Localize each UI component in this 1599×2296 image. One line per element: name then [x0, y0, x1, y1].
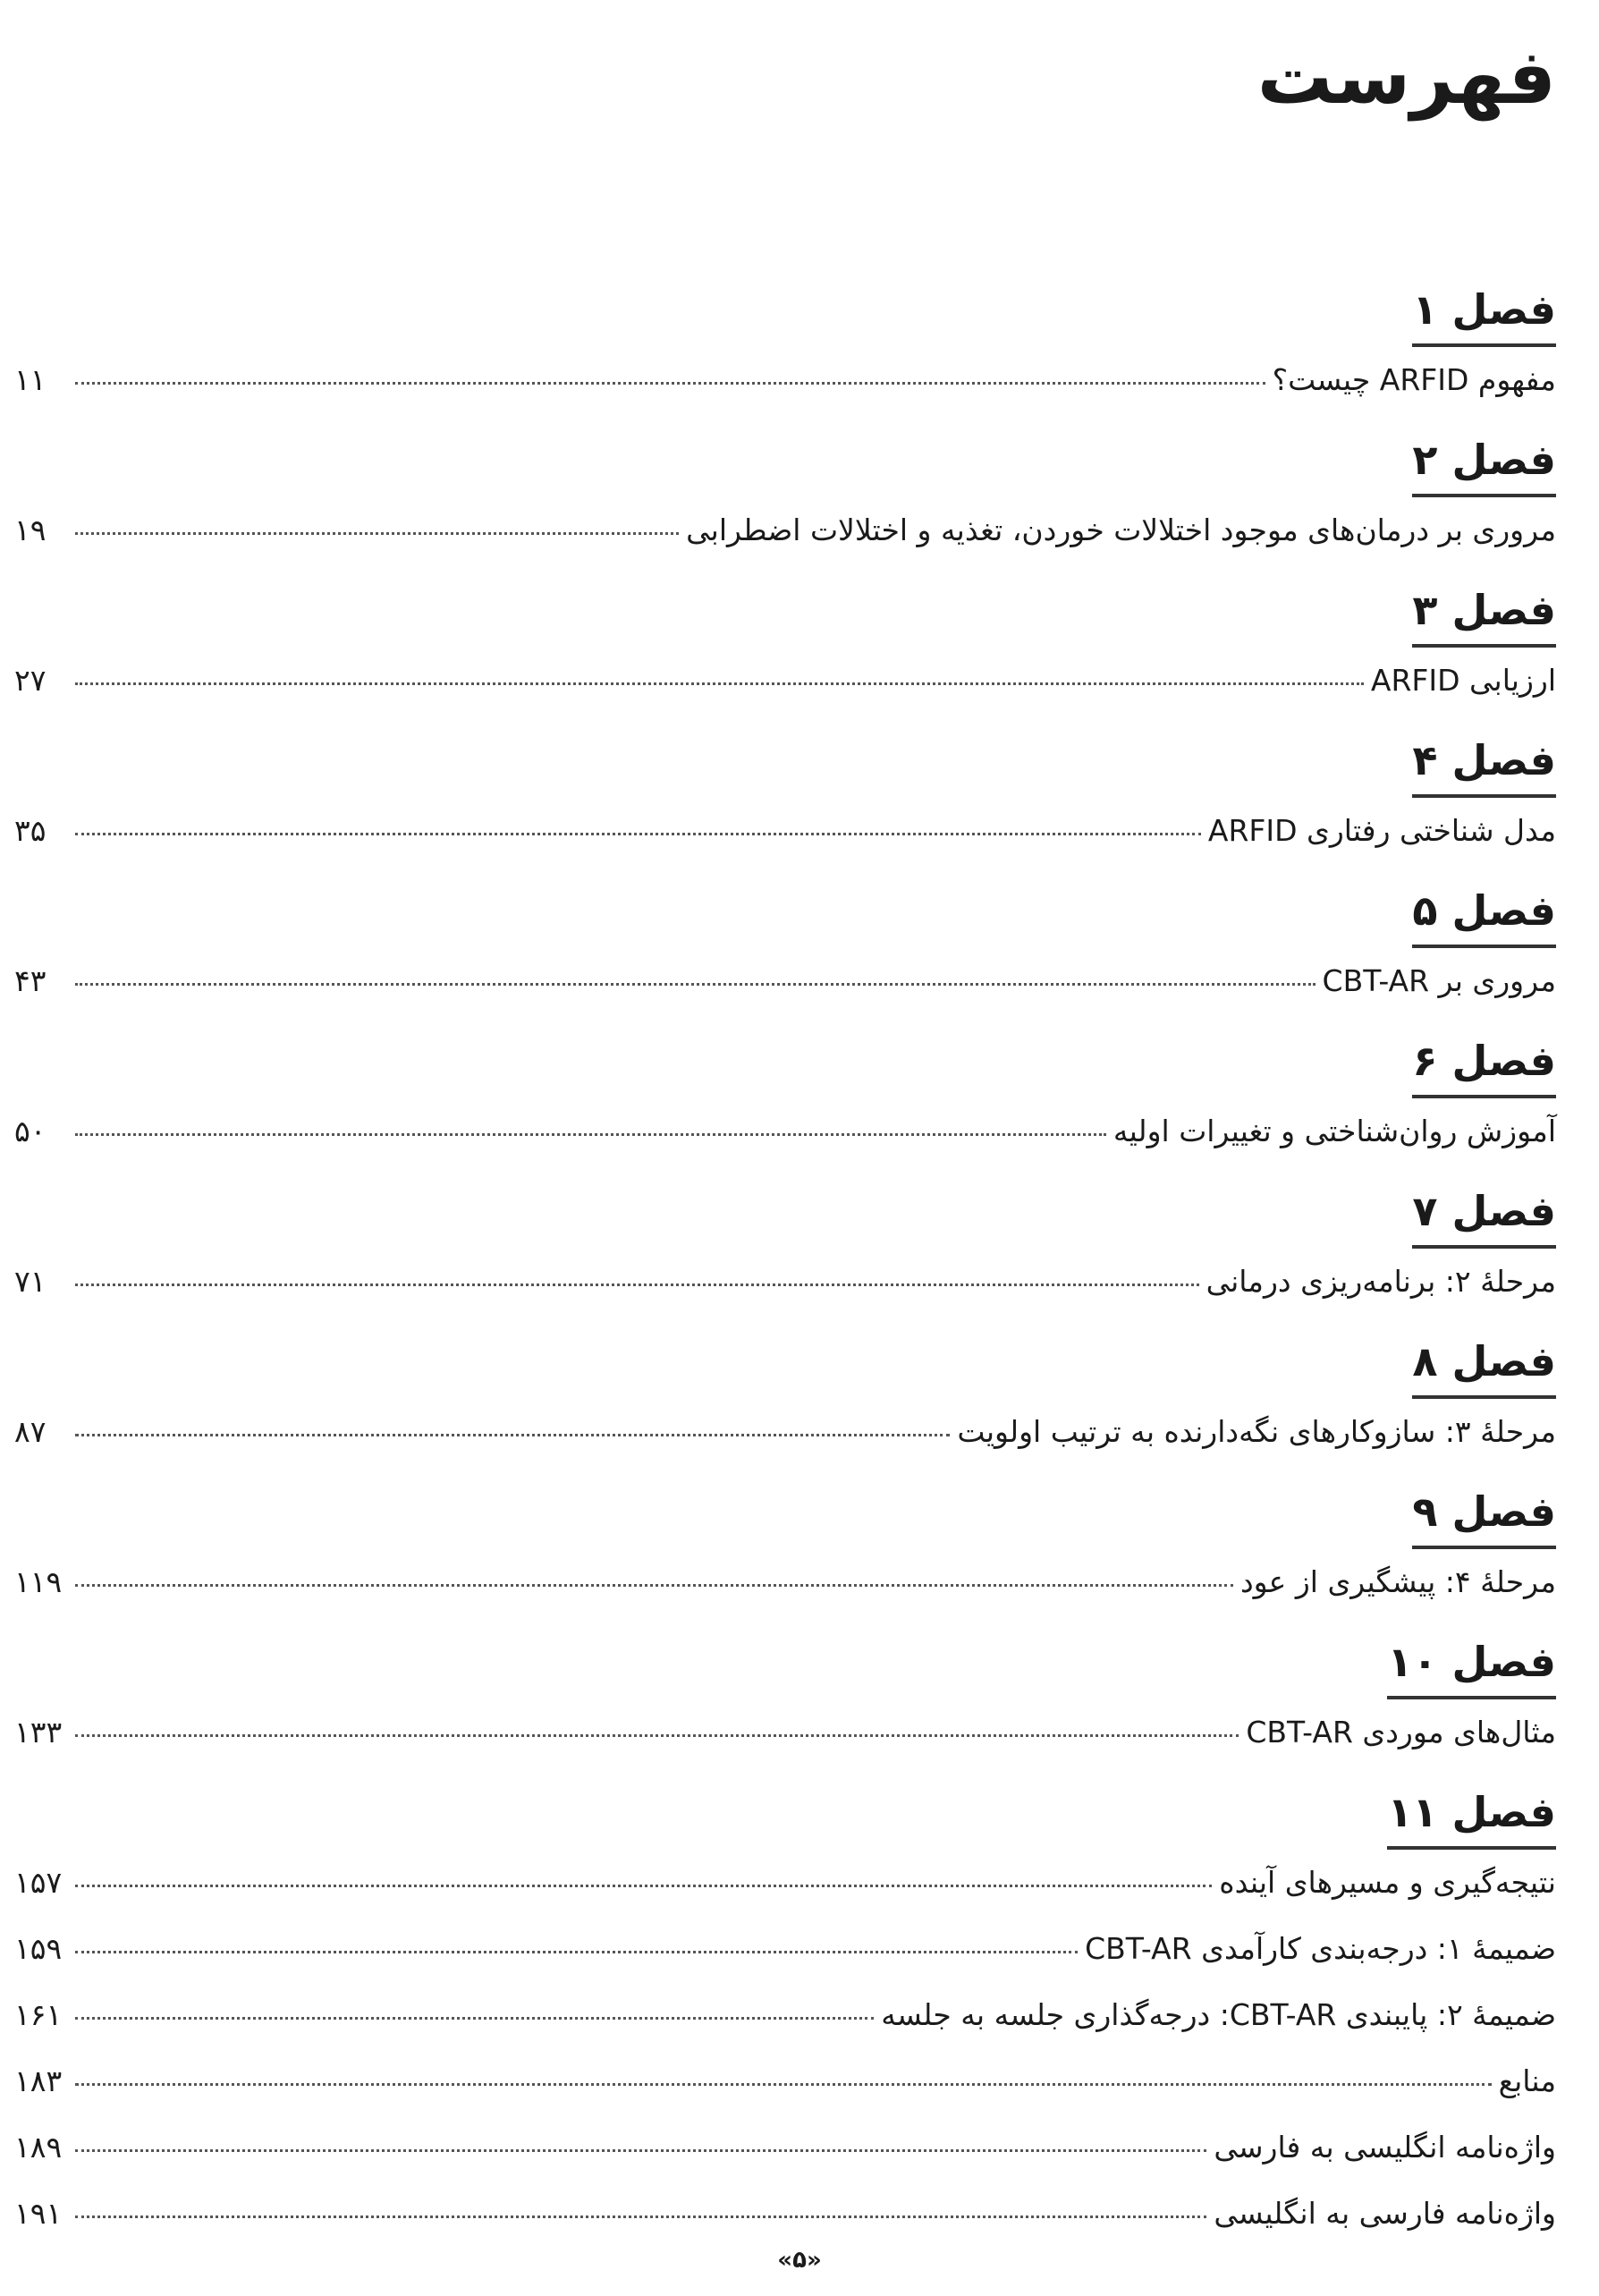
toc-entry-title: واژه‌نامه انگلیسی به فارسی [1214, 2130, 1556, 2165]
dot-leader [75, 1885, 1212, 1887]
dot-leader [75, 833, 1201, 835]
toc-entry[interactable] [14, 1098, 1556, 1165]
toc-entry[interactable] [14, 2181, 1556, 2247]
dot-leader [75, 1734, 1239, 1737]
table-of-contents [14, 286, 1556, 2247]
toc-entry[interactable] [14, 2048, 1556, 2114]
toc-entry-title: نتیجه‌گیری و مسیرهای آینده [1219, 1865, 1556, 1900]
dot-leader [75, 1284, 1199, 1286]
chapter-heading: فصل ۴ [1412, 737, 1556, 798]
dot-leader [75, 2083, 1492, 2086]
chapter-heading: فصل ۸ [1412, 1338, 1556, 1399]
toc-entry-page-number: ۱۹ [14, 513, 47, 547]
dot-leader [75, 1584, 1233, 1587]
chapter-section [14, 413, 1556, 563]
chapter-heading: فصل ۲ [1412, 436, 1556, 497]
toc-entry-page-number: ۲۷ [14, 663, 47, 698]
chapter-heading: فصل ۶ [1412, 1038, 1556, 1098]
toc-entry-page-number: ۷۱ [14, 1264, 47, 1299]
toc-entry-page-number: ۱۹۱ [14, 2196, 63, 2231]
dot-leader [75, 532, 679, 535]
chapter-section [14, 1615, 1556, 1766]
toc-entry-title: مروری بر درمان‌های موجود اختلالات خوردن، تغذیه و اختلالات اضطرابی [686, 513, 1556, 547]
dot-leader [75, 1951, 1078, 1953]
toc-entry-title: مرحلۀ ۳: سازوکارهای نگه‌دارنده به ترتیب اولویت [957, 1414, 1556, 1449]
toc-entry[interactable] [14, 1850, 1556, 1916]
chapter-section [14, 864, 1556, 1014]
toc-entry-page-number: ۵۰ [14, 1114, 47, 1148]
chapter-heading: فصل ۱۰ [1387, 1639, 1556, 1699]
toc-entry[interactable] [14, 347, 1556, 413]
toc-entry-title: منابع [1498, 2063, 1556, 2098]
dot-leader [75, 2149, 1206, 2152]
toc-entry[interactable] [14, 1549, 1556, 1615]
toc-entry[interactable] [14, 497, 1556, 563]
toc-entry-title: ارزیابی ARFID [1370, 663, 1556, 698]
toc-entry[interactable] [14, 798, 1556, 864]
toc-entry-page-number: ۸۷ [14, 1414, 47, 1449]
toc-entry-title: ضمیمۀ ۲: پایبندی CBT-AR: درجه‌گذاری جلسه به جلسه [881, 1997, 1556, 2032]
toc-entry-title: مدل شناختی رفتاری ARFID [1207, 813, 1556, 848]
dot-leader [75, 382, 1265, 385]
chapter-section [14, 1465, 1556, 1615]
dot-leader [75, 2017, 874, 2020]
chapter-section [14, 563, 1556, 714]
dot-leader [75, 1434, 950, 1436]
toc-entry-title: آموزش روان‌شناختی و تغییرات اولیه [1113, 1114, 1556, 1148]
toc-entry[interactable] [14, 1699, 1556, 1766]
chapter-section [14, 714, 1556, 864]
chapter-heading: فصل ۷ [1412, 1188, 1556, 1249]
chapter-heading: فصل ۳ [1412, 587, 1556, 648]
toc-entry-page-number: ۱۱ [14, 362, 47, 397]
toc-entry-title: مثال‌های موردی CBT-AR [1246, 1715, 1556, 1750]
chapter-heading: فصل ۱ [1412, 286, 1556, 347]
toc-entry-page-number: ۱۶۱ [14, 1997, 63, 2032]
chapter-section [14, 1766, 1556, 2247]
dot-leader [75, 983, 1316, 986]
dot-leader [75, 682, 1364, 685]
toc-entry[interactable] [14, 1916, 1556, 1982]
chapter-section [14, 1014, 1556, 1165]
chapter-section [14, 1165, 1556, 1315]
toc-entry[interactable] [14, 1399, 1556, 1465]
toc-entry-page-number: ۱۸۹ [14, 2130, 63, 2165]
toc-entry[interactable] [14, 2114, 1556, 2181]
toc-entry-title: مرحلۀ ۲: برنامه‌ریزی درمانی [1206, 1264, 1556, 1299]
toc-entry-title: مرحلۀ ۴: پیشگیری از عود [1239, 1564, 1556, 1599]
toc-entry-page-number: ۱۵۹ [14, 1931, 63, 1966]
page-number: «۵» [777, 2247, 822, 2274]
toc-entry[interactable] [14, 1249, 1556, 1315]
chapter-heading: فصل ۱۱ [1387, 1789, 1556, 1850]
toc-entry[interactable] [14, 948, 1556, 1014]
chapter-heading: فصل ۹ [1412, 1488, 1556, 1549]
dot-leader [75, 1133, 1106, 1136]
chapter-section [14, 1315, 1556, 1465]
chapter-section [14, 286, 1556, 413]
toc-entry-page-number: ۱۱۹ [14, 1564, 63, 1599]
toc-entry-page-number: ۴۳ [14, 963, 47, 998]
page-title: فهرست [1256, 33, 1556, 121]
toc-entry-page-number: ۳۵ [14, 813, 47, 848]
chapter-heading: فصل ۵ [1412, 887, 1556, 948]
toc-entry[interactable] [14, 1982, 1556, 2048]
toc-entry[interactable] [14, 648, 1556, 714]
toc-entry-page-number: ۱۳۳ [14, 1715, 63, 1750]
toc-entry-page-number: ۱۸۳ [14, 2063, 63, 2098]
toc-entry-title: مروری بر CBT-AR [1322, 963, 1556, 998]
toc-entry-title: مفهوم ARFID چیست؟ [1272, 362, 1556, 397]
toc-entry-title: واژه‌نامه فارسی به انگلیسی [1214, 2196, 1556, 2231]
toc-entry-page-number: ۱۵۷ [14, 1865, 63, 1900]
dot-leader [75, 2216, 1206, 2218]
toc-entry-title: ضمیمۀ ۱: درجه‌بندی کارآمدی CBT-AR [1085, 1931, 1556, 1966]
